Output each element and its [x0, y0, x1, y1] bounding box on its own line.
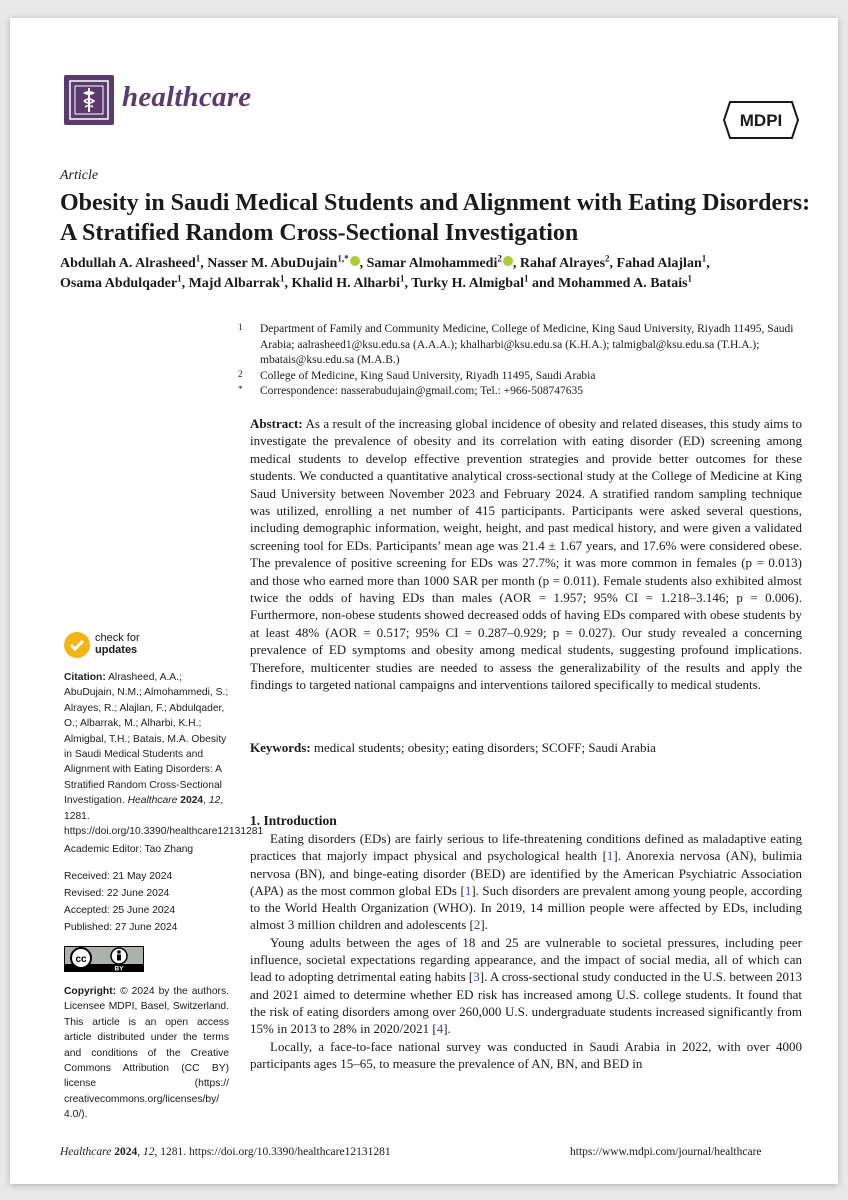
footer-citation: Healthcare 2024, 12, 1281. https://doi.org/10.3390/healthcare12131281	[60, 1146, 391, 1158]
correspondence: * Correspondence: nasserabudujain@gmail.com; Tel.: +966-508747635	[238, 384, 583, 397]
date-accepted: Accepted: 25 June 2024	[64, 905, 176, 916]
article-page	[10, 18, 838, 1184]
keywords	[250, 740, 802, 756]
date-revised: Revised: 22 June 2024	[64, 888, 170, 899]
check-updates-icon[interactable]	[64, 632, 90, 658]
author-line-2: Osama Abdulqader$^1$, Majd Albarrak$^1$, Khalid H. Alharbi$^1$, Turky H. Almigbal$^1$ and Mohammed A. Batais$^1$	[60, 273, 693, 291]
reference-link[interactable]: 2	[473, 917, 481, 933]
journal-url-link[interactable]: https://www.mdpi.com/journal/healthcare	[570, 1146, 762, 1158]
author[interactable]: Khalid H. Alharbi	[291, 276, 401, 291]
article-type: Article	[60, 168, 99, 183]
mdpi-logo	[722, 100, 800, 140]
author[interactable]: Nasser M. AbuDujain	[207, 256, 338, 271]
copyright-notice: Copyright: © 2024 by the authors. Licensee MDPI, Basel, Switzerland. This article is an open access article distributed under the terms and conditions of the Creative Commons Attribution (CC BY) license (https:// creativecommons.org/licenses/by/ 4.0/).	[64, 986, 229, 1121]
date-published: Published: 27 June 2024	[64, 922, 178, 933]
article-title: Obesity in Saudi Medical Students and Alignment with Eating Disorders: A Stratified Random Cross-Sectional Investigation	[60, 190, 811, 246]
author[interactable]: Mohammed A. Batais	[558, 276, 688, 291]
citation: Citation: Alrasheed, A.A.; AbuDujain, N.M.; Almohammedi, S.; Alrayes, R.; Alajlan, F.; Abdulqader, O.; Albarrak, M.; Alharbi, K.H.; Almigbal, T.H.; Batais, M.A. Obesity in Saudi Medical Students and Alignment with Eating Disorders: A Stratified Random Cross-Sectional Investigation. Healthcare 2024, 12, 1281. https://doi.org/10.3390/healthcare12131281	[64, 672, 264, 838]
section-heading: 1. Introduction	[250, 813, 337, 828]
svg-text:BY: BY	[114, 965, 124, 972]
svg-text:cc: cc	[75, 954, 87, 965]
keywords-text: medical students; obesity; eating disorders; SCOFF; Saudi Arabia	[313, 740, 656, 755]
publication-dates	[64, 868, 229, 936]
author[interactable]: Osama Abdulqader	[60, 276, 178, 291]
paragraph: Locally, a face-to-face national survey was conducted in Saudi Arabia in 2022, with over 4000 participants ages 15–65, to measure the prevalence of AN, BN, and BED in	[250, 1038, 802, 1071]
author-line-1: Abdullah A. Alrasheed$^1$, Nasser M. AbuDujain$^{1,*}$ , Samar Almohammedi$^2$ , Rahaf Alrayes$^2$, Fahad Alajlan$^1$,	[60, 253, 710, 271]
orcid-icon[interactable]	[503, 256, 513, 266]
journal-name: healthcare	[122, 81, 252, 113]
reference-link[interactable]: 4	[436, 1021, 444, 1037]
affiliation: 2 College of Medicine, King Saud University, Riyadh 11495, Saudi Arabia	[238, 368, 596, 382]
abstract	[250, 415, 802, 694]
keywords-label: Keywords:	[250, 740, 311, 755]
author-list	[60, 254, 820, 294]
abstract-text: As a result of the increasing global incidence of obesity and related diseases, this study aims to investigate the prevalence of obesity and its correlation with eating disorder (ED) screening among medical students to develop effective prevention strategies and provide better outcomes for these students. We conducted a quantitative analytical cross-sectional study at the College of Medicine at King Saud University between November 2023 and February 2024. A stratified random sampling technique was utilized, enrolling a net number of 415 participants. Participants were asked several questions, including demographic information, weight, height, and past medical history, and were given a validated screening tool for EDs. Participants’ mean age was 21.4 ± 1.67 years, and 17.6% were considered obese. The prevalence of positive screening for EDs was 27.7%; it was more common in females (p = 0.013) and those who earned more than 1000 SAR per month (p = 0.011). Female students also exhibited almost twice the odds of having EDs than males (AOR = 1.957; 95% CI = 1.218–3.146; p = 0.006). Furthermore, non-obese students showed decreased odds of having EDs compared with obese students by at least 48% (AOR = 0.517; 95% CI = 0.287–0.929; p = 0.027). Our study revealed a concerning prevalence of ED symptoms and obesity among medical students, suggesting profound implications. Therefore, multicenter studies are needed to assess the generalizability of the results and apply the findings to targeted national campaigns and interventions tailored specifically to medical students.	[250, 416, 802, 693]
author[interactable]: Turky H. Almigbal	[411, 276, 524, 291]
abstract-label: Abstract:	[250, 416, 303, 431]
check-updates-link[interactable]: check for updates	[95, 632, 140, 656]
author[interactable]: Fahad Alajlan	[616, 256, 702, 271]
author[interactable]: Rahaf Alrayes	[519, 256, 606, 271]
reference-link[interactable]: 3	[473, 969, 480, 985]
author[interactable]: Abdullah A. Alrasheed	[60, 256, 196, 271]
paragraph: Young adults between the ages of 18 and 25 are vulnerable to societal pressures, including peer influence, societal expectations regarding appearance, and the impact of social media, all of which can lead to adopting detrimental eating habits [3]. A cross-sectional study conducted in the U.S. between 2013 and 2021 aimed to determine whether ED risk has increased among U.S. college students. It found that the risk of eating disorders among over 260,000 U.S. undergraduate students increased significantly from 15% in 2013 to 28% in 2020/2021 [4].	[250, 934, 802, 1037]
author[interactable]: Majd Albarrak	[188, 276, 280, 291]
date-received: Received: 21 May 2024	[64, 871, 173, 882]
author[interactable]: Samar Almohammedi	[366, 256, 498, 271]
academic-editor: Academic Editor: Tao Zhang	[64, 844, 194, 855]
affiliations	[238, 322, 798, 400]
orcid-icon[interactable]	[350, 256, 360, 266]
reference-link[interactable]: 1	[464, 882, 472, 898]
mdpi-wordmark: MDPI	[739, 111, 783, 130]
paragraph: Eating disorders (EDs) are fairly serious to life-threatening conditions defined as maladaptive eating practices that majorly impact physical and psychological health [1]. Anorexia nervosa (AN), bulimia nervosa (BN), and binge-eating disorder (BED) are identified by the American Psychiatric Association (APA) as the most common global EDs [1]. Such disorders are prevalent among young people, according to the World Health Organization (WHO). In 2019, 14 million people were affected by EDs, including almost 3 million children and adolescents [2].	[250, 831, 802, 933]
cc-by-license-icon[interactable]	[64, 946, 144, 972]
affiliation: 1 Department of Family and Community Medicine, College of Medicine, King Saud University, Riyadh 11495, Saudi Arabia; aalrasheed1@ksu.edu.sa (A.A.A.); khalharbi@ksu.edu.sa (K.H.A.); talmigbal@ksu.edu.sa (T.H.A.); mbatais@ksu.edu.sa (M.A.B.)	[238, 322, 794, 366]
journal-logo	[64, 75, 114, 125]
body-text	[250, 830, 802, 1072]
reference-link[interactable]: 1	[606, 848, 614, 864]
